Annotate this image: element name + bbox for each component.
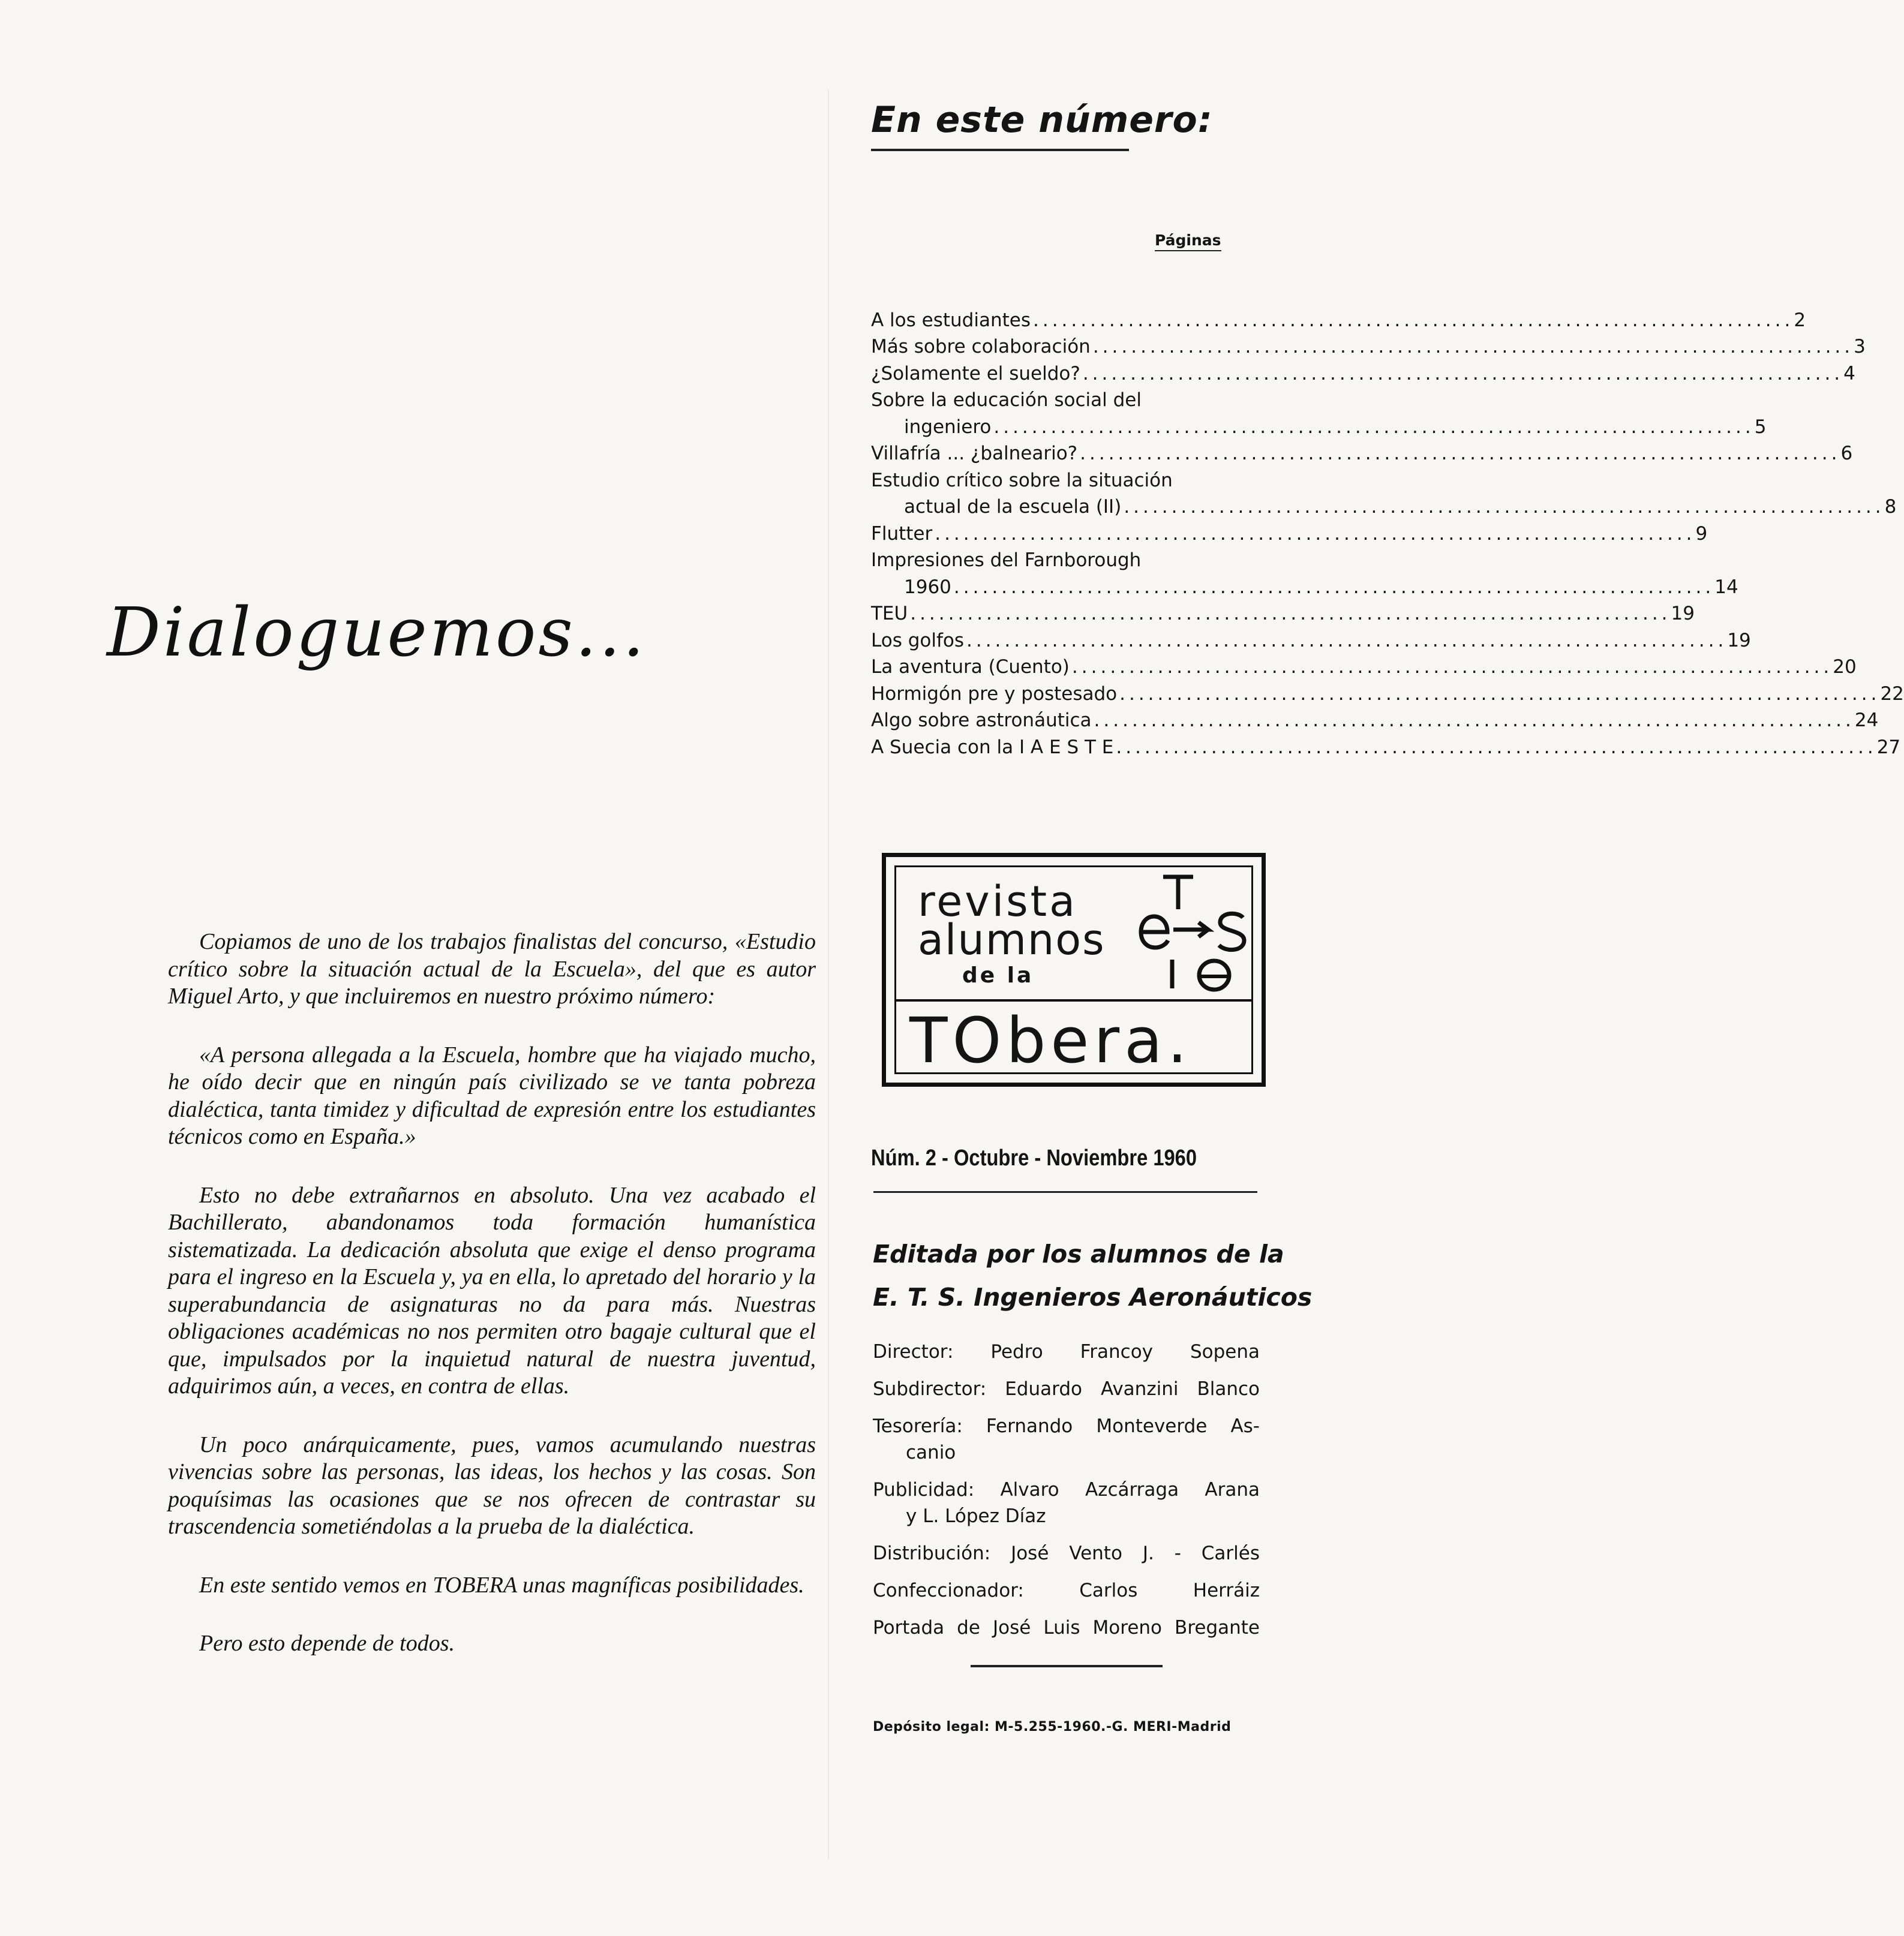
toc-page-number: 19 [1671, 603, 1695, 624]
tobera-masthead-logo [882, 853, 1266, 1087]
toc-leader-dots: ................................................................................ [1080, 443, 1841, 464]
toc-entry-title [871, 678, 1880, 705]
toc-page-number: 4 [1843, 362, 1855, 384]
legal-deposit: Depósito legal: M-5.255-1960.-G. MERI-Madrid [873, 1719, 1232, 1734]
toc-entry-title [871, 518, 1696, 545]
staff-row [873, 1615, 1260, 1641]
toc-leader-dots: ................................................................................ [1119, 683, 1881, 705]
table-of-contents [871, 304, 1904, 758]
toc-page-number: 5 [1754, 416, 1767, 438]
staff-row [873, 1339, 1260, 1365]
toc-entry-text: ¿Solamente el sueldo? [871, 362, 1080, 384]
pages-label: Páginas [1155, 232, 1221, 251]
toc-page-number: 24 [1854, 710, 1879, 731]
contents-heading: En este número: [871, 99, 1213, 141]
toc-entry-line [871, 464, 1885, 491]
paragraph-quote: «A persona allegada a la Escuela, hombre que ha viajado mucho, he oído decir que en ningún país civilizado se ve tanta pobreza dialéctica, tanta timidez y dificultad de expresión entre los estudiantes técnicos como en España.» [168, 1042, 816, 1149]
toc-entry-title [871, 598, 1671, 625]
paragraph-3: Esto no debe extrañarnos en absoluto. Una vez acabado el Bachillerato, abandonamos toda formación humanística sistematizada. La dedicación absoluta que exige el denso programa para el ingreso en la Escuela y, ya en ella, lo apretado del horario y la superabundancia de asignaturas no da para más. Nuestras obligaciones académicas no nos permiten otro bagaje cultural que el que, impulsados por la inquietud natural de nuestra juventud, adquirimos aún, a veces, en contra de ellas. [168, 1182, 816, 1399]
staff-entry-continuation: canio [906, 1442, 956, 1463]
staff-entry: Director: Pedro Francoy Sopena [873, 1341, 1260, 1363]
toc-entry-text: A Suecia con la I A E S T E [871, 736, 1114, 758]
toc-page-number: 22 [1880, 683, 1904, 705]
toc-entry-line [871, 678, 1880, 705]
toc-entry-line [871, 491, 1885, 518]
toc-entry-text: Los golfos [871, 629, 964, 651]
toc-entry-line [871, 518, 1696, 545]
toc-leader-dots: ................................................................................ [1124, 496, 1885, 518]
issue-underline [873, 1191, 1257, 1193]
toc-entry [871, 598, 1695, 625]
toc-entry-line [871, 571, 1714, 598]
toc-entry-title [871, 464, 1885, 518]
staff-underline [971, 1665, 1163, 1667]
toc-entry-text: Sobre la educación social del [871, 389, 1142, 411]
toc-page-number: 9 [1695, 522, 1708, 545]
column-divider [828, 90, 829, 1859]
toc-entry-line [871, 624, 1727, 651]
etsia-emblem-icon [1136, 870, 1250, 996]
toc-entry-text: Hormigón pre y postesado [871, 683, 1118, 705]
toc-leader-dots: ................................................................................ [1082, 362, 1844, 384]
staff-entry: Confeccionador: Carlos Herráiz [873, 1580, 1260, 1601]
staff-entry-continuation: y L. López Díaz [906, 1505, 1046, 1527]
toc-entry-title [871, 304, 1794, 331]
toc-leader-dots: ................................................................................ [966, 629, 1728, 651]
toc-entry-title [871, 357, 1843, 384]
toc-entry-title [871, 331, 1854, 358]
toc-entry [871, 545, 1738, 598]
staff-entry: Subdirector: Eduardo Avanzini Blanco [873, 1378, 1260, 1400]
toc-entry-text: 1960 [904, 576, 951, 598]
toc-entry-line [871, 545, 1714, 572]
toc-entry [871, 705, 1879, 732]
toc-page-number: 19 [1727, 629, 1751, 651]
toc-leader-dots: ................................................................................ [935, 522, 1696, 545]
paragraph-5: En este sentido vemos en TOBERA unas magníficas posibilidades. [199, 1572, 804, 1598]
logo-revista-text: revista [918, 877, 1077, 926]
logo-top-panel [896, 867, 1251, 1002]
toc-entry-line [871, 331, 1854, 358]
staff-row [873, 1376, 1260, 1402]
toc-entry-text: La aventura (Cuento) [871, 656, 1070, 678]
toc-leader-dots: ................................................................................ [1094, 710, 1855, 731]
staff-row [873, 1577, 1260, 1604]
toc-page-number: 2 [1794, 309, 1806, 331]
staff-entry: Publicidad: Alvaro Azcárraga Arana [873, 1479, 1260, 1501]
toc-entry-line [871, 304, 1794, 331]
staff-list [873, 1339, 1260, 1652]
toc-leader-dots: ................................................................................ [1092, 336, 1854, 357]
editorial-credit [873, 1232, 1313, 1319]
toc-entry-text: ingeniero [904, 416, 992, 438]
toc-leader-dots: ................................................................................ [993, 416, 1755, 438]
toc-entry-text: Villafría ... ¿balneario? [871, 443, 1078, 464]
staff-row [873, 1413, 1260, 1466]
toc-entry [871, 731, 1901, 758]
toc-entry [871, 331, 1866, 358]
toc-page-number: 8 [1884, 496, 1897, 518]
toc-entry-line [871, 384, 1755, 411]
toc-page-number: 20 [1833, 656, 1857, 678]
toc-leader-dots: ................................................................................ [1071, 656, 1833, 678]
toc-entry-line [871, 731, 1877, 758]
toc-entry-text: Algo sobre astronáutica [871, 710, 1092, 731]
toc-entry-line [871, 651, 1833, 678]
editorial-credit-line-1: Editada por los alumnos de la [873, 1240, 1284, 1268]
toc-entry [871, 438, 1853, 465]
toc-entry-title [871, 651, 1833, 678]
toc-page-number: 27 [1876, 736, 1901, 758]
toc-page-number: 6 [1840, 443, 1853, 464]
toc-entry-text: Flutter [871, 522, 933, 545]
article-body [168, 928, 816, 1689]
toc-entry-text: Estudio crítico sobre la situación [871, 469, 1173, 491]
article-title: Dialoguemos... [107, 594, 647, 672]
heading-underline [871, 149, 1129, 151]
toc-entry-text: actual de la escuela (II) [904, 496, 1122, 518]
toc-entry [871, 464, 1897, 518]
toc-leader-dots: ................................................................................ [910, 603, 1671, 624]
staff-entry: Portada de José Luis Moreno Bregante [873, 1617, 1260, 1639]
toc-entry-title [871, 731, 1877, 758]
paragraph-4: Un poco anárquicamente, pues, vamos acumulando nuestras vivencias sobre las personas, las ideas, los hechos y las cosas. Son poquísimas las ocasiones que se nos ofrecen de contrastar su trascendencia sometiéndolas a la prueba de la dialéctica. [168, 1432, 816, 1539]
toc-leader-dots: ................................................................................ [1116, 736, 1877, 758]
toc-entry [871, 624, 1751, 651]
toc-entry [871, 678, 1904, 705]
toc-entry-title [871, 384, 1755, 438]
logo-tobera-wordmark: TObera. [909, 1004, 1192, 1077]
logo-inner-frame [894, 865, 1253, 1077]
toc-entry [871, 518, 1708, 545]
logo-alumnos-text: alumnos [918, 915, 1106, 964]
toc-entry [871, 651, 1857, 678]
toc-entry-line [871, 705, 1855, 732]
toc-entry-text: Más sobre colaboración [871, 336, 1091, 357]
staff-entry: Tesorería: Fernando Monteverde As- [873, 1415, 1260, 1437]
toc-entry-line [871, 411, 1755, 438]
paragraph-intro: Copiamos de uno de los trabajos finalistas del concurso, «Estudio crítico sobre la situación actual de la Escuela», del que es autor Miguel Arto, y que incluiremos en nuestro próximo número: [168, 929, 816, 1009]
toc-leader-dots: ................................................................................ [953, 576, 1715, 598]
toc-entry-text: Impresiones del Farnborough [871, 549, 1142, 571]
toc-entry-text: TEU [871, 603, 908, 624]
toc-entry [871, 357, 1855, 384]
issue-number: Núm. 2 - Octubre - Noviembre 1960 [871, 1146, 1197, 1171]
toc-entry-title [871, 705, 1855, 732]
toc-entry [871, 304, 1806, 331]
toc-entry-title [871, 438, 1840, 465]
toc-entry-title [871, 624, 1727, 651]
staff-entry: Distribución: José Vento J. - Carlés [873, 1543, 1260, 1564]
toc-entry-text: A los estudiantes [871, 309, 1031, 331]
toc-entry-line [871, 438, 1840, 465]
toc-entry-line [871, 598, 1671, 625]
toc-page-number: 14 [1714, 576, 1738, 598]
toc-page-number: 3 [1854, 336, 1866, 357]
staff-row [873, 1540, 1260, 1567]
toc-entry [871, 384, 1767, 438]
logo-de-la-text: de la [962, 963, 1034, 988]
staff-row [873, 1477, 1260, 1529]
toc-leader-dots: ................................................................................ [1032, 309, 1794, 331]
toc-entry-title [871, 545, 1714, 598]
editorial-credit-line-2: E. T. S. Ingenieros Aeronáuticos [873, 1283, 1313, 1312]
toc-entry-line [871, 357, 1843, 384]
paragraph-closing: Pero esto depende de todos. [199, 1631, 455, 1656]
